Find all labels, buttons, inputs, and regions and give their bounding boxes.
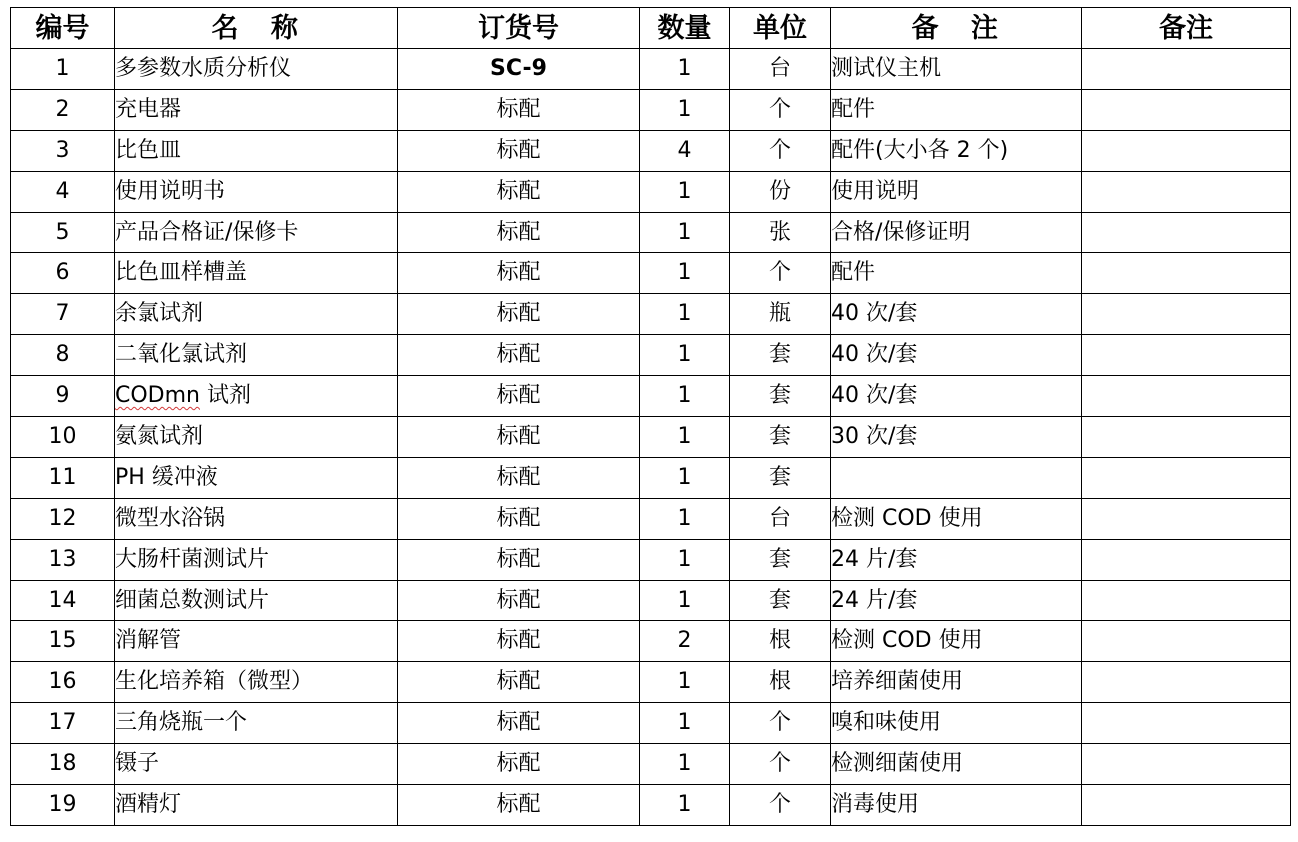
row-order-no-cell: SC-9 [398, 49, 640, 90]
row-order-no-cell: 标配 [398, 498, 640, 539]
row-remark-cell: 30 次/套 [831, 417, 1082, 458]
row-qty-cell: 4 [640, 130, 730, 171]
row-remark-2-cell [1082, 376, 1291, 417]
row-no-cell: 8 [11, 335, 115, 376]
row-remark-2-cell [1082, 253, 1291, 294]
table-row [11, 49, 1291, 90]
row-qty-cell: 1 [640, 539, 730, 580]
row-name-cell: 镊子 [115, 744, 398, 785]
row-remark-cell: 配件(大小各 2 个) [831, 130, 1082, 171]
row-order-no-cell: 标配 [398, 335, 640, 376]
row-order-no-cell: 标配 [398, 457, 640, 498]
row-qty-cell: 2 [640, 621, 730, 662]
row-unit-cell: 个 [730, 744, 831, 785]
row-name-cell: 比色皿样槽盖 [115, 253, 398, 294]
row-unit-cell: 套 [730, 335, 831, 376]
row-unit-cell: 套 [730, 457, 831, 498]
row-order-no-cell: 标配 [398, 417, 640, 458]
row-remark-2-cell [1082, 662, 1291, 703]
row-qty-cell: 1 [640, 417, 730, 458]
header-row [11, 8, 1291, 49]
row-remark-2-cell [1082, 498, 1291, 539]
row-order-no-cell: 标配 [398, 580, 640, 621]
row-remark-2-cell [1082, 621, 1291, 662]
row-remark-cell: 消毒使用 [831, 785, 1082, 826]
table-row [11, 171, 1291, 212]
row-remark-cell: 培养细菌使用 [831, 662, 1082, 703]
row-no-cell: 16 [11, 662, 115, 703]
row-remark-2-cell [1082, 49, 1291, 90]
row-order-no-cell: 标配 [398, 744, 640, 785]
row-no-cell: 1 [11, 49, 115, 90]
row-name-cell: 微型水浴锅 [115, 498, 398, 539]
row-remark-cell: 嗅和味使用 [831, 703, 1082, 744]
row-qty-cell: 1 [640, 744, 730, 785]
row-remark-2-cell [1082, 171, 1291, 212]
row-remark-cell: 测试仪主机 [831, 49, 1082, 90]
row-name-cell: 消解管 [115, 621, 398, 662]
row-no-cell: 19 [11, 785, 115, 826]
table-row [11, 89, 1291, 130]
packing-list-table [10, 7, 1291, 826]
row-order-no-cell: 标配 [398, 376, 640, 417]
row-qty-cell: 1 [640, 171, 730, 212]
row-unit-cell: 个 [730, 785, 831, 826]
row-name-cell: 生化培养箱（微型） [115, 662, 398, 703]
row-unit-cell: 套 [730, 580, 831, 621]
row-unit-cell: 台 [730, 49, 831, 90]
row-remark-2-cell [1082, 294, 1291, 335]
table-row [11, 785, 1291, 826]
table-row [11, 376, 1291, 417]
row-name-text: 试剂 [200, 383, 251, 409]
row-no-cell: 4 [11, 171, 115, 212]
row-remark-cell: 配件 [831, 89, 1082, 130]
row-qty-cell: 1 [640, 457, 730, 498]
row-remark-2-cell [1082, 703, 1291, 744]
row-remark-2-cell [1082, 744, 1291, 785]
table-row [11, 417, 1291, 458]
row-no-cell: 15 [11, 621, 115, 662]
row-qty-cell: 1 [640, 294, 730, 335]
row-remark-cell: 40 次/套 [831, 335, 1082, 376]
row-unit-cell: 份 [730, 171, 831, 212]
row-unit-cell: 个 [730, 253, 831, 294]
row-remark-cell: 检测 COD 使用 [831, 621, 1082, 662]
header-qty: 数量 [640, 8, 730, 49]
row-unit-cell: 个 [730, 89, 831, 130]
row-remark-cell: 40 次/套 [831, 376, 1082, 417]
header-order-no: 订货号 [398, 8, 640, 49]
row-no-cell: 11 [11, 457, 115, 498]
row-qty-cell: 1 [640, 785, 730, 826]
header-no: 编号 [11, 8, 115, 49]
table-row [11, 621, 1291, 662]
row-remark-2-cell [1082, 457, 1291, 498]
row-remark-2-cell [1082, 212, 1291, 253]
row-order-no-cell: 标配 [398, 89, 640, 130]
table-row [11, 335, 1291, 376]
row-no-cell: 5 [11, 212, 115, 253]
row-remark-cell: 配件 [831, 253, 1082, 294]
row-unit-cell: 套 [730, 539, 831, 580]
row-name-cell: 三角烧瓶一个 [115, 703, 398, 744]
header-name: 名 称 [115, 8, 398, 49]
row-order-no-cell: 标配 [398, 539, 640, 580]
row-qty-cell: 1 [640, 498, 730, 539]
table-row [11, 662, 1291, 703]
row-name-cell: 使用说明书 [115, 171, 398, 212]
row-remark-2-cell [1082, 417, 1291, 458]
row-order-no-cell: 标配 [398, 294, 640, 335]
header-remark: 备 注 [831, 8, 1082, 49]
row-order-no-cell: 标配 [398, 130, 640, 171]
table-body [11, 49, 1291, 826]
row-remark-cell: 40 次/套 [831, 294, 1082, 335]
row-qty-cell: 1 [640, 703, 730, 744]
row-no-cell: 2 [11, 89, 115, 130]
row-remark-2-cell [1082, 130, 1291, 171]
row-unit-cell: 根 [730, 621, 831, 662]
row-unit-cell: 瓶 [730, 294, 831, 335]
row-remark-cell: 检测细菌使用 [831, 744, 1082, 785]
row-remark-cell [831, 457, 1082, 498]
row-no-cell: 14 [11, 580, 115, 621]
row-remark-cell: 合格/保修证明 [831, 212, 1082, 253]
table-row [11, 703, 1291, 744]
row-order-no-cell: 标配 [398, 662, 640, 703]
row-unit-cell: 张 [730, 212, 831, 253]
row-remark-2-cell [1082, 335, 1291, 376]
row-qty-cell: 1 [640, 662, 730, 703]
row-qty-cell: 1 [640, 580, 730, 621]
row-name-cell: 酒精灯 [115, 785, 398, 826]
row-name-cell: 充电器 [115, 89, 398, 130]
row-name-cell: 细菌总数测试片 [115, 580, 398, 621]
row-unit-cell: 个 [730, 130, 831, 171]
row-remark-cell: 24 片/套 [831, 539, 1082, 580]
row-name-cell [115, 376, 398, 417]
row-no-cell: 12 [11, 498, 115, 539]
row-qty-cell: 1 [640, 212, 730, 253]
row-remark-cell: 检测 COD 使用 [831, 498, 1082, 539]
table-row [11, 498, 1291, 539]
table-row [11, 294, 1291, 335]
table-row [11, 253, 1291, 294]
table-row [11, 744, 1291, 785]
row-remark-2-cell [1082, 580, 1291, 621]
row-name-cell: 大肠杆菌测试片 [115, 539, 398, 580]
table-row [11, 539, 1291, 580]
row-name-cell: 产品合格证/保修卡 [115, 212, 398, 253]
row-no-cell: 7 [11, 294, 115, 335]
row-remark-2-cell [1082, 89, 1291, 130]
row-name-cell: 多参数水质分析仪 [115, 49, 398, 90]
row-name-cell: PH 缓冲液 [115, 457, 398, 498]
row-order-no-cell: 标配 [398, 621, 640, 662]
table-row [11, 580, 1291, 621]
row-order-no-cell: 标配 [398, 253, 640, 294]
row-order-no-cell: 标配 [398, 171, 640, 212]
row-no-cell: 9 [11, 376, 115, 417]
table-row [11, 130, 1291, 171]
header-remark-2: 备注 [1082, 8, 1291, 49]
row-order-no-cell: 标配 [398, 785, 640, 826]
row-unit-cell: 根 [730, 662, 831, 703]
row-no-cell: 17 [11, 703, 115, 744]
row-unit-cell: 套 [730, 417, 831, 458]
row-order-no-cell: 标配 [398, 703, 640, 744]
row-qty-cell: 1 [640, 376, 730, 417]
row-remark-2-cell [1082, 785, 1291, 826]
spellcheck-word: CODmn [115, 383, 200, 409]
row-name-cell: 氨氮试剂 [115, 417, 398, 458]
row-remark-2-cell [1082, 539, 1291, 580]
row-order-no-cell: 标配 [398, 212, 640, 253]
table-row [11, 212, 1291, 253]
row-name-cell: 二氧化氯试剂 [115, 335, 398, 376]
row-no-cell: 6 [11, 253, 115, 294]
row-no-cell: 3 [11, 130, 115, 171]
row-qty-cell: 1 [640, 253, 730, 294]
row-no-cell: 13 [11, 539, 115, 580]
row-qty-cell: 1 [640, 49, 730, 90]
row-name-cell: 余氯试剂 [115, 294, 398, 335]
row-no-cell: 18 [11, 744, 115, 785]
row-qty-cell: 1 [640, 335, 730, 376]
table-row [11, 457, 1291, 498]
row-unit-cell: 个 [730, 703, 831, 744]
row-remark-cell: 使用说明 [831, 171, 1082, 212]
row-no-cell: 10 [11, 417, 115, 458]
header-unit: 单位 [730, 8, 831, 49]
row-unit-cell: 台 [730, 498, 831, 539]
row-remark-cell: 24 片/套 [831, 580, 1082, 621]
row-name-cell: 比色皿 [115, 130, 398, 171]
row-qty-cell: 1 [640, 89, 730, 130]
row-unit-cell: 套 [730, 376, 831, 417]
